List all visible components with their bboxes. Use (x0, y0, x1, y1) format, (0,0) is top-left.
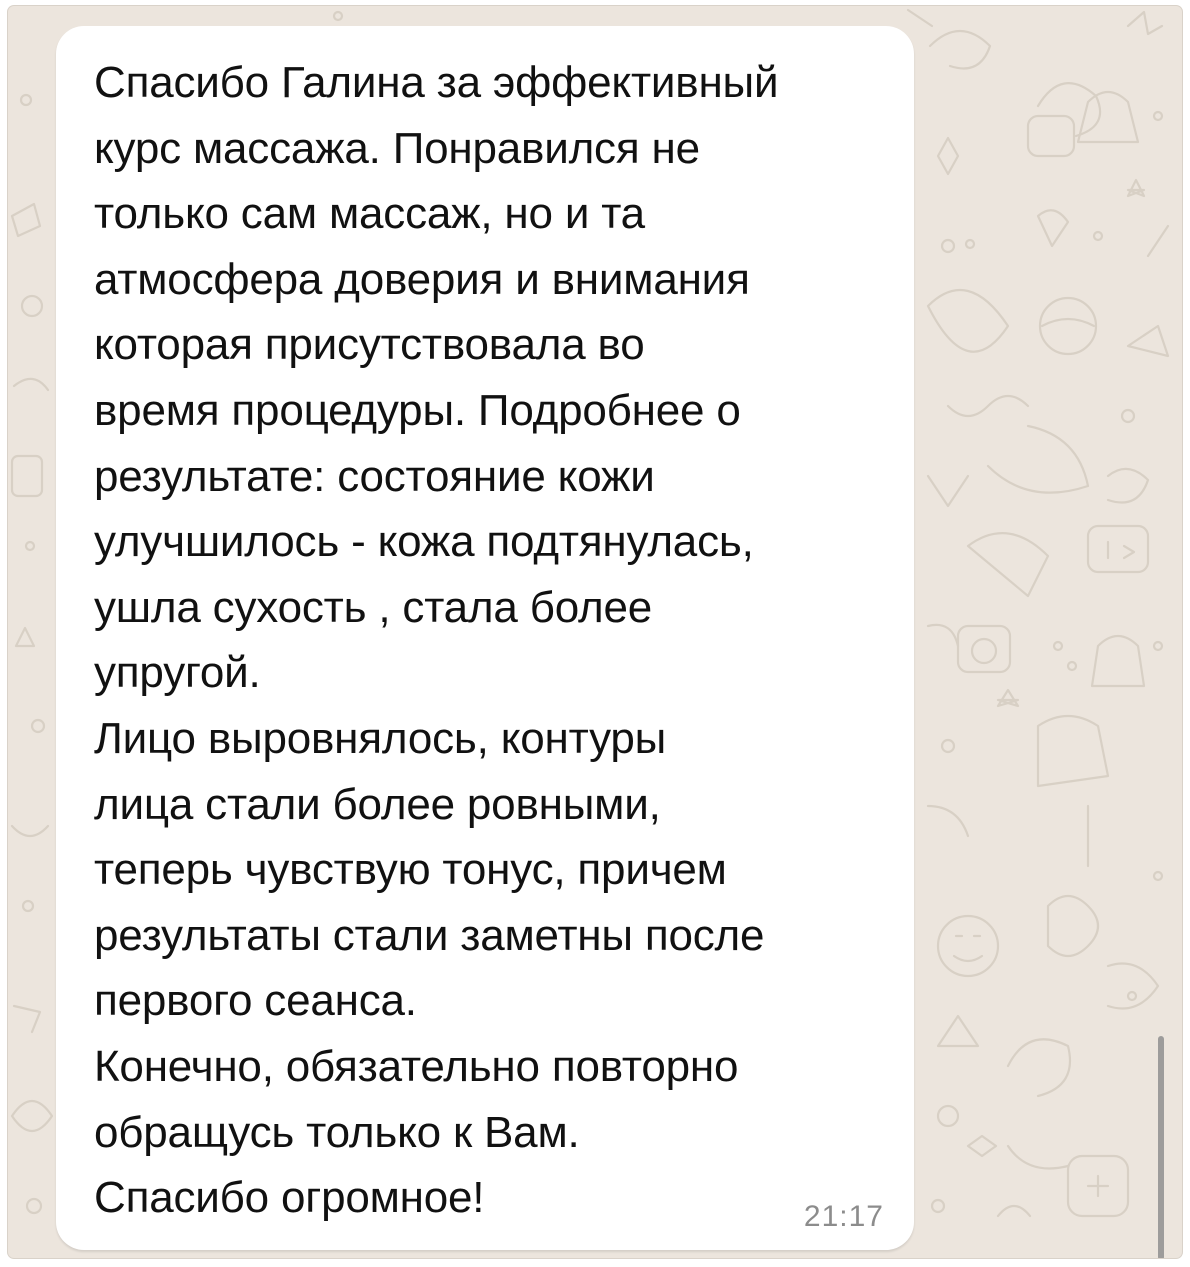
scrollbar[interactable] (1158, 1036, 1164, 1258)
message-timestamp: 21:17 (803, 1200, 884, 1233)
chat-background (8, 6, 1182, 1258)
message-bubble[interactable] (56, 26, 914, 1250)
message-text: Спасибо Галина за эффективный курс массажа. Понравился не только сам массаж, но и та атмосфера доверия и внимания которая присутствовала во время процедуры. Подробнее о результате: состояние кожи улучшилось - кожа подтянулась, ушла сухость , стала более упругой. Лицо выровнялось, контуры лица стали более ровными, теперь чувствую тонус, причем результаты стали заметны после первого сеанса. Конечно, обязательно повторно обращусь только к Вам. Спасибо огромное! (94, 58, 779, 1223)
